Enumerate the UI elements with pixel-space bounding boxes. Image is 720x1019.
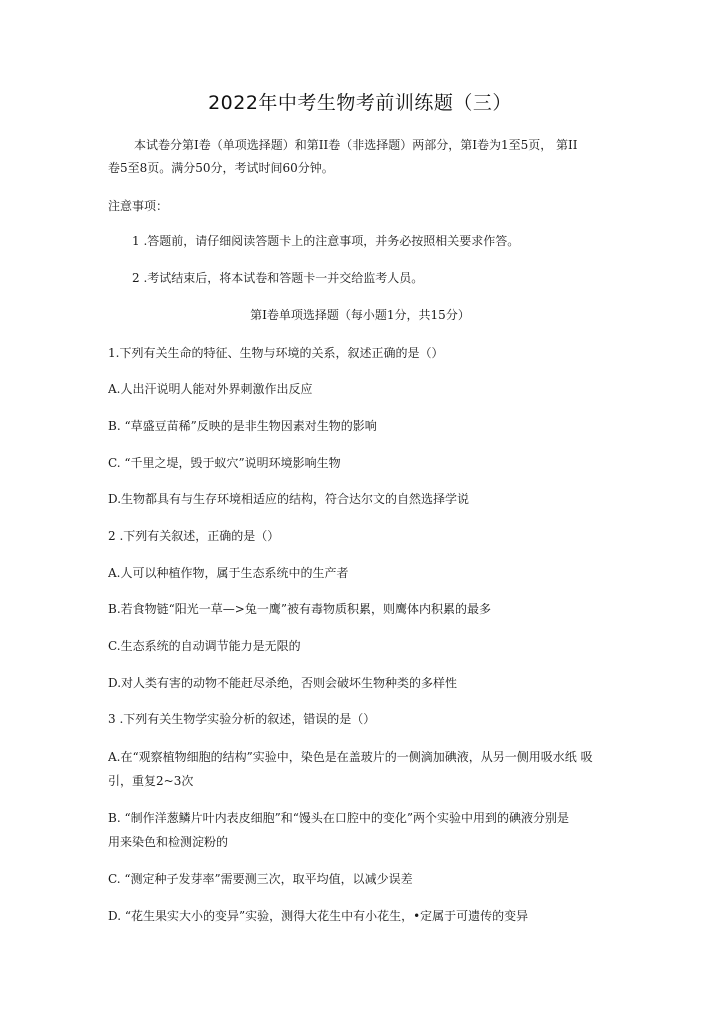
intro-line-2: 卷5至8页。满分50分，考试时间60分钟。 — [108, 161, 334, 175]
question-2-option-a: A.人可以种植作物，属于生态系统中的生产者 — [108, 566, 349, 580]
notice-heading: 注意事项： — [108, 199, 169, 213]
notice-item-1: 1 .答题前，请仔细阅读答题卡上的注意事项，并务必按照相关要求作答。 — [132, 234, 520, 248]
question-1-option-b: B. “草盛豆苗稀”反映的是非生物因素对生物的影响 — [108, 419, 377, 433]
question-3-option-b-line-2: 用来染色和检测淀粉的 — [108, 835, 229, 849]
question-2-option-c: C.生态系统的自动调节能力是无限的 — [108, 639, 301, 653]
question-3-option-c: C. “测定种子发芽率”需要测三次，取平均值，以减少误差 — [108, 872, 413, 886]
intro-line-1: 本试卷分第I卷（单项选择题）和第II卷（非选择题）两部分，第I卷为1至5页， 第II — [134, 138, 578, 152]
notice-item-2: 2 .考试结束后，将本试卷和答题卡一并交给监考人员。 — [132, 271, 424, 285]
question-3-option-b-line-1: B. “制作洋葱鳞片叶内表皮细胞”和“馒头在口腔中的变化”两个实验中用到的碘液分别是 — [108, 811, 569, 825]
question-1-option-c: C. “千里之堤，毁于蚁穴”说明环境影响生物 — [108, 456, 341, 470]
question-1-stem: 1.下列有关生命的特征、生物与环境的关系，叙述正确的是（） — [108, 346, 444, 360]
question-2-option-d: D.对人类有害的动物不能赶尽杀绝，否则会破坏生物种类的多样性 — [108, 676, 458, 690]
page-title: 2022年中考生物考前训练题（三） — [208, 92, 512, 114]
question-2-stem: 2 .下列有关叙述，正确的是（） — [108, 529, 280, 543]
question-1-option-d: D.生物都具有与生存环境相适应的结构，符合达尔文的自然选择学说 — [108, 492, 470, 506]
question-3-option-a-line-2: 引，重复2~3次 — [108, 774, 194, 788]
section-heading: 第I卷单项选择题（每小题1分，共15分） — [250, 308, 470, 322]
question-3-option-a-line-1: A.在“观察植物细胞的结构”实验中，染色是在盖玻片的一侧滴加碘液，从另一侧用吸水纸 吸 — [108, 750, 593, 764]
question-1-option-a: A.人出汗说明人能对外界刺激作出反应 — [108, 382, 313, 396]
question-3-option-d: D. “花生果实大小的变异”实验，测得大花生中有小花生，•定属于可遗传的变异 — [108, 909, 529, 923]
question-3-stem: 3 .下列有关生物学实验分析的叙述，错误的是（） — [108, 712, 376, 726]
question-2-option-b: B.若食物链“阳光一草—>兔一鹰”被有毒物质积累，则鹰体内积累的最多 — [108, 602, 491, 616]
